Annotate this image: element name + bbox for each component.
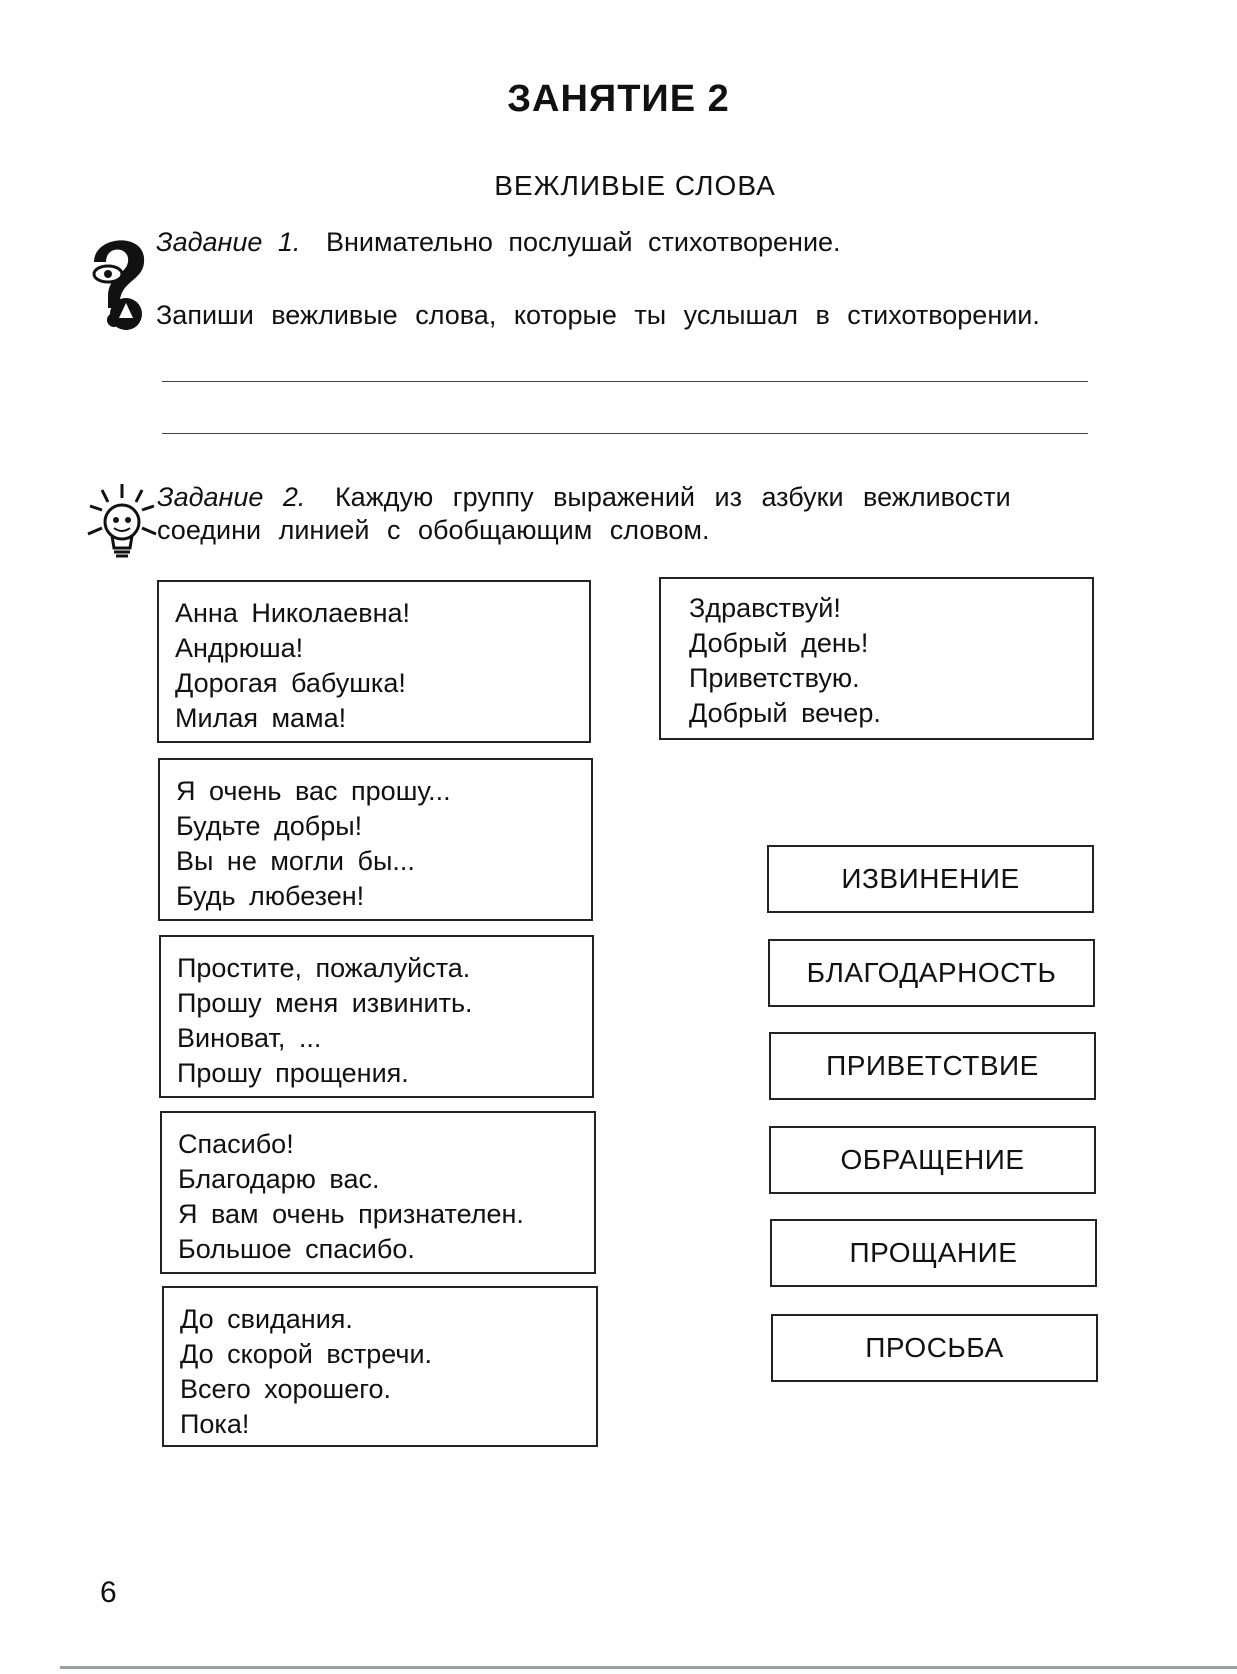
task2-heading — [157, 482, 1011, 513]
phrase: Всего хорошего. — [180, 1374, 391, 1404]
phrase-group-box[interactable] — [162, 1286, 598, 1447]
phrase: Добрый день! — [689, 628, 869, 658]
task1-instruction: Запиши вежливые слова, которые ты услышал в стихотворении. — [156, 300, 1040, 330]
lesson-subtitle: ВЕЖЛИВЫЕ СЛОВА — [494, 170, 776, 201]
phrase: Прошу прощения. — [177, 1058, 409, 1088]
page-title: ЗАНЯТИЕ 2 — [507, 78, 730, 120]
phrase: Милая мама! — [175, 703, 347, 733]
phrase-group-box[interactable] — [159, 935, 594, 1098]
phrase: Добрый вечер. — [689, 698, 881, 728]
phrase: Простите, пожалуйста. — [177, 953, 471, 983]
phrase-group-box[interactable] — [157, 580, 591, 743]
category-box-apology[interactable]: ИЗВИНЕНИЕ — [767, 845, 1094, 913]
category-box-address[interactable]: ОБРАЩЕНИЕ — [769, 1126, 1096, 1194]
page-edge-divider — [60, 1666, 1237, 1669]
phrase: Здравствуй! — [689, 593, 841, 623]
task2-text-line2: соедини линией с обобщающим словом. — [157, 515, 710, 545]
phrase: Я очень вас прошу... — [176, 776, 451, 806]
pencil-tip-icon — [108, 296, 144, 332]
phrase: Будь любезен! — [176, 881, 365, 911]
phrase: Андрюша! — [175, 633, 304, 663]
page-number: 6 — [100, 1576, 117, 1609]
phrase: Большое спасибо. — [178, 1234, 415, 1264]
task1-heading — [156, 227, 841, 258]
phrase: Виноват, ... — [177, 1023, 322, 1053]
category-box-request[interactable]: ПРОСЬБА — [771, 1314, 1098, 1382]
phrase-group-box[interactable] — [659, 577, 1094, 740]
task1-text: Внимательно послушай стихотворение. — [325, 227, 841, 257]
phrase: Анна Николаевна! — [175, 598, 411, 628]
lightbulb-icon — [84, 478, 160, 564]
phrase: Приветствую. — [689, 663, 860, 693]
phrase: Вы не могли бы... — [176, 846, 415, 876]
phrase-group-box[interactable] — [160, 1111, 596, 1274]
phrase-group-box[interactable] — [158, 758, 593, 921]
answer-line[interactable] — [162, 381, 1088, 382]
phrase: Я вам очень признателен. — [178, 1199, 524, 1229]
category-box-gratitude[interactable]: БЛАГОДАРНОСТЬ — [768, 939, 1095, 1007]
phrase: Будьте добры! — [176, 811, 363, 841]
phrase: Благодарю вас. — [178, 1164, 380, 1194]
phrase: До скорой встречи. — [180, 1339, 433, 1369]
answer-line[interactable] — [162, 433, 1088, 434]
task2-text-line1: Каждую группу выражений из азбуки вежливости — [334, 482, 1011, 512]
phrase: Спасибо! — [178, 1129, 294, 1159]
phrase: Дорогая бабушка! — [175, 668, 406, 698]
task1-label: Задание 1. — [156, 227, 301, 257]
phrase: Пока! — [180, 1409, 250, 1439]
category-box-greeting[interactable]: ПРИВЕТСТВИЕ — [769, 1032, 1096, 1100]
category-box-farewell[interactable]: ПРОЩАНИЕ — [770, 1219, 1097, 1287]
phrase: Прошу меня извинить. — [177, 988, 473, 1018]
task2-label: Задание 2. — [157, 482, 306, 512]
phrase: До свидания. — [180, 1304, 353, 1334]
